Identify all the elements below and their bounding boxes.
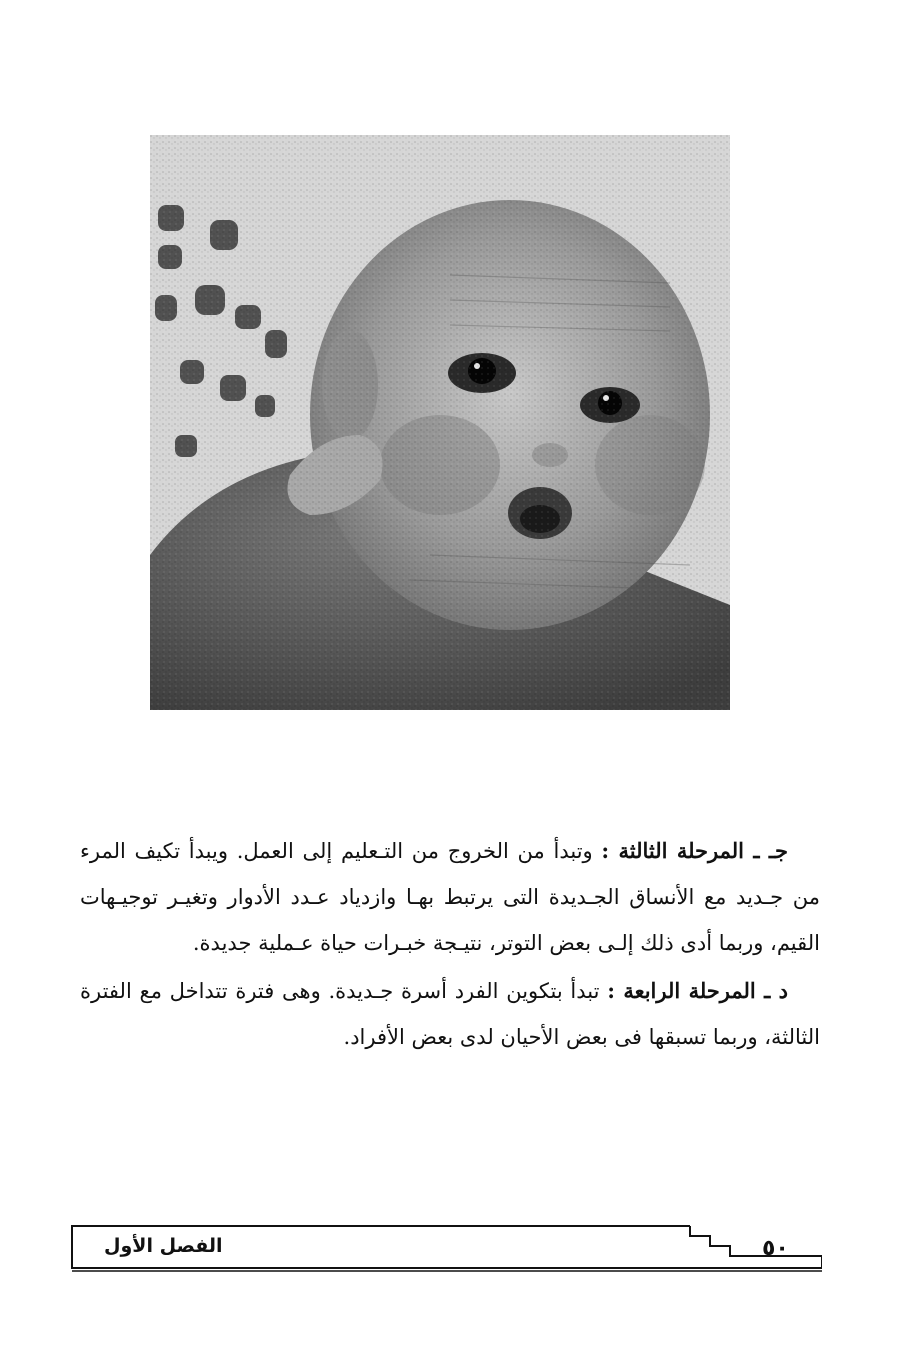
page-footer	[70, 1224, 822, 1272]
body-text	[80, 828, 820, 1060]
page-number: ٥٠	[762, 1236, 789, 1261]
baby-photo	[150, 135, 730, 710]
third-stage-heading: جـ ـ المرحلة الثالثة :	[601, 838, 788, 863]
chapter-label: الفصل الأول	[104, 1235, 223, 1257]
fourth-stage-text: تبدأ بتكوين الفرد أسرة جـديدة. وهى فترة تتداخل مع الفترة الثالثة، وربما تسبقها فى بعض الأحيان لدى بعض الأفراد.	[80, 979, 820, 1049]
third-stage-text: وتبدأ من الخروج من التـعليم إلى العمل. ويبدأ تكيف المرء من جـديد مع الأنساق الجـديدة التى يرتبط بهـا وازدياد عـدد الأدوار وتغيـر توجيـهات القيم، وربما أدى ذلك إلـى بعض التوتر، نتيـجة خبـرات حياة عـملية جديدة.	[80, 839, 820, 955]
paragraph-fourth-stage	[80, 968, 820, 1060]
paragraph-third-stage	[80, 828, 820, 966]
fourth-stage-heading: د ـ المرحلة الرابعة :	[607, 978, 788, 1003]
